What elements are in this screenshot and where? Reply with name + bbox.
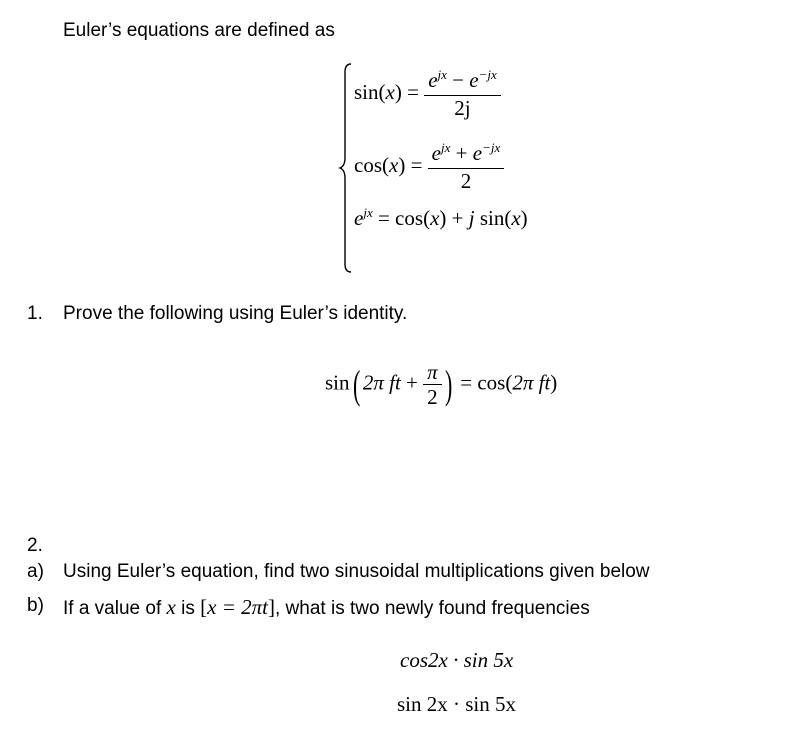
q1-equation: sin( 2π ft + $\frac{\pi}{2}$ ) = cos(2π ft) xyxy=(325,360,558,409)
cos-lhs: cos xyxy=(354,152,382,177)
system-brace xyxy=(338,62,354,274)
q2-expression-2: sin 2x · sin 5x xyxy=(397,692,517,716)
q2a-text: Using Euler’s equation, find two sinusoidal multiplications given below xyxy=(63,561,650,582)
pi-over-2: $\frac{\pi}{2}$ xyxy=(423,362,442,407)
q1-number: 1. xyxy=(27,303,43,324)
intro-text: Euler’s equations are defined as xyxy=(63,20,335,41)
q2-expression-1: cos2x · sin 5x xyxy=(400,648,514,672)
cos-definition: cos(x) = $\frac{e^{jx} + e^{-jx}}{2}$ xyxy=(354,143,504,191)
q2b-text: If a value of x is [x = 2πt], what is two newly found frequencies xyxy=(63,595,590,619)
q2-number: 2. xyxy=(27,535,43,556)
cos-fraction: $\frac{e^{jx} + e^{-jx}}{2}$ xyxy=(428,143,505,191)
sin-definition: sin(x) = $\frac{e^{jx} - e^{-jx}}{2j}$ xyxy=(354,70,501,118)
sin-lhs: sin xyxy=(354,79,379,104)
q2a-label: a) xyxy=(27,561,44,582)
sin-fraction: $\frac{e^{jx} - e^{-jx}}{2j}$ xyxy=(424,70,501,118)
q1-text: Prove the following using Euler’s identity. xyxy=(63,303,408,324)
euler-identity: $e^{jx} = \cos(x) + j$ sin(x) xyxy=(354,205,528,230)
q2b-label: b) xyxy=(27,595,44,616)
